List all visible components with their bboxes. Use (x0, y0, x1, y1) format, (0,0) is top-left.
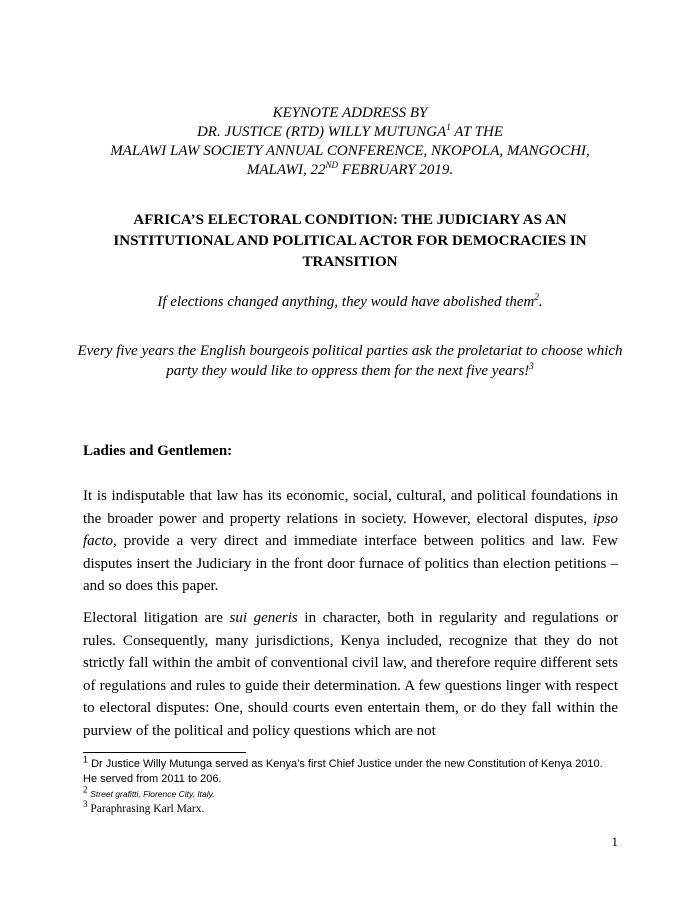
paragraph-2-text-a: Electoral litigation are (83, 610, 230, 626)
title-line-2: INSTITUTIONAL AND POLITICAL ACTOR FOR DEMOCRACIES IN (113, 233, 587, 249)
heading-line-3: MALAWI LAW SOCIETY ANNUAL CONFERENCE, NKOPOLA, MANGOCHI, (110, 143, 590, 159)
heading-line-4-end: FEBRUARY 2019. (337, 162, 454, 178)
heading-line-2 (60, 123, 640, 142)
heading-line-4 (60, 161, 640, 180)
footnote-2-number: 2 (83, 784, 88, 795)
footnote-3 (83, 799, 618, 817)
footnote-ref-1: 1 (446, 122, 451, 132)
footnote-3-number: 3 (83, 799, 88, 810)
footnotes (83, 754, 618, 817)
footnote-2 (83, 784, 618, 802)
footnote-ref-2: 2 (534, 292, 539, 302)
paragraph-1-text-b: provide a very direct and immediate interface between politics and law. Few disputes insert the Judiciary in the front door furnace of politics than election petitions (83, 533, 618, 572)
footnote-2-text: Street grafitti, Florence City, Italy. (90, 789, 215, 799)
epigraph-quote-2 (70, 341, 630, 381)
epigraph-quote-1 (70, 292, 630, 312)
quote-2-text: Every five years the English bourgeois political parties ask the proletariat to choose which party they would like to oppress them for the next five years! (77, 343, 623, 379)
paper-title (70, 210, 630, 273)
footnote-1-number: 1 (83, 754, 89, 765)
paragraph-2-italic: sui generis (229, 610, 298, 626)
page-number: 1 (611, 834, 618, 849)
heading-line-1: KEYNOTE ADDRESS BY (272, 105, 428, 121)
footnote-ref-3: 3 (529, 361, 534, 371)
paragraph-1-italic: ipso facto, (83, 510, 618, 549)
paragraph-2-text-b: in character, both in regularity and regulations or rules. Consequently, many jurisdictions, Kenya included, recognize that they do not strictly fall within the ambit of conventional civil law, and therefore require different sets of regulations and rules to guide their determination. A few questions linger with respect to electoral disputes: One, should courts even entertain them, or do they fall within the purview of the political and policy questions which are not (83, 610, 618, 739)
date-ordinal: ND (325, 160, 338, 170)
title-line-1: AFRICA’S ELECTORAL CONDITION: THE JUDICIARY AS AN (133, 212, 567, 228)
paragraph-1-text-a: It is indisputable that law has its economic, social, cultural, and political foundations in the broader power and property relations in society. However, electoral disputes, (83, 488, 618, 527)
quote-1-text: If elections changed anything, they would have abolished them (157, 294, 535, 310)
heading-line-4-text: MALAWI, 22 (246, 162, 326, 178)
paragraph-2 (83, 607, 618, 742)
quote-1-end: . (538, 294, 543, 310)
paragraph-1 (83, 485, 618, 598)
footnote-1-text: Dr Justice Willy Mutunga served as Kenya’s first Chief Justice under the new Constitution of Kenya 2010. He served from 2011 to 206. (83, 758, 603, 785)
title-line-3: TRANSITION (302, 254, 398, 270)
heading-line-2-text: DR. JUSTICE (RTD) WILLY MUTUNGA (196, 124, 447, 140)
heading-line-2-end: AT THE (450, 124, 504, 140)
footnote-divider (83, 752, 246, 753)
footnote-3-text: Paraphrasing Karl Marx. (90, 803, 205, 815)
salutation: Ladies and Gentlemen: (83, 443, 233, 459)
footnote-1 (83, 754, 618, 787)
keynote-heading (60, 104, 640, 180)
paragraph-1-text-c: – and so does this paper. (83, 555, 618, 594)
